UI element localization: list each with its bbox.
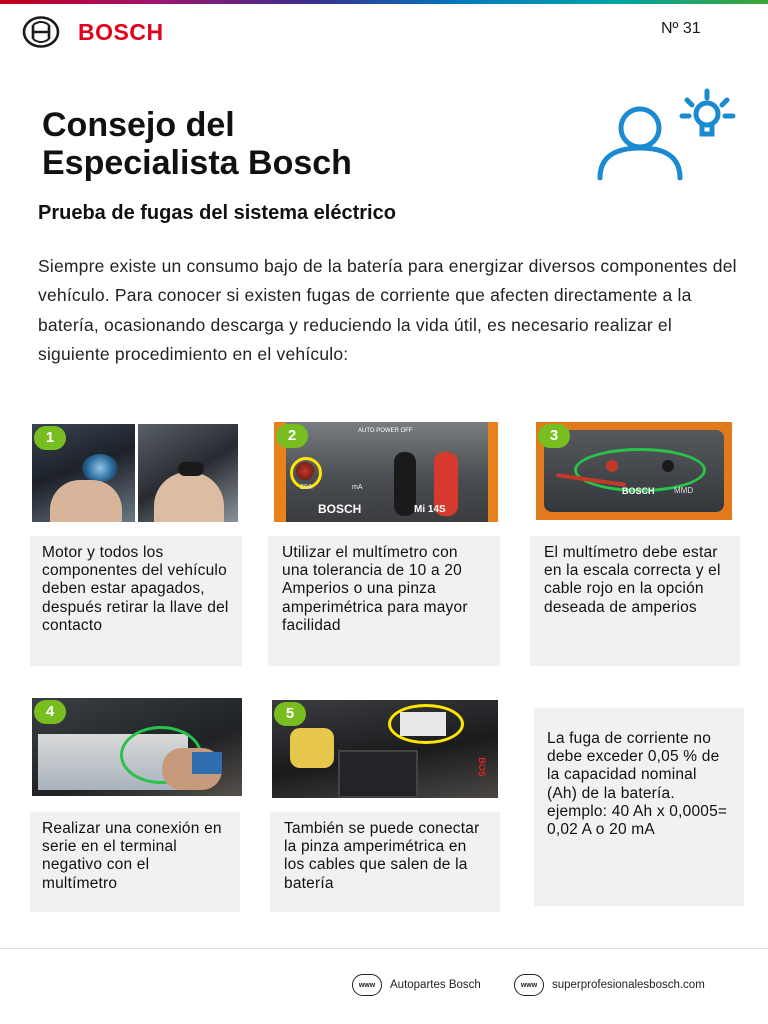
leak-limit-note: La fuga de corriente no debe exceder 0,05 % de la capacidad nominal (Ah) de la batería. ejemplo: 40 Ah x 0,0005= 0,02 A o 20 mA (534, 708, 744, 906)
bosch-logo (22, 16, 164, 48)
title-line-2: Especialista Bosch (42, 144, 352, 182)
step-2-power-off-label: AUTO POWER OFF (358, 428, 413, 434)
step-3-meter-model: MMD (674, 486, 694, 495)
step-2-photo (274, 422, 498, 522)
step-2-card: Utilizar el multímetro con una tolerancia de 10 a 20 Amperios o una pinza amperimétrica para mayor facilidad (268, 536, 500, 666)
footer-link-1-label: Autopartes Bosch (390, 979, 481, 991)
step-4-photo (32, 698, 242, 796)
step-3-card: El multímetro debe estar en la escala correcta y el cable rojo en la opción deseada de amperios (530, 536, 740, 666)
footer-link-facebook[interactable] (352, 974, 481, 996)
step-1-card: Motor y todos los componentes del vehículo deben estar apagados, después retirar la llave del contacto (30, 536, 242, 666)
step-3-photo (536, 422, 732, 520)
step-5-badge: 5 (274, 702, 306, 726)
page-title (42, 106, 352, 182)
step-4-card: Realizar una conexión en serie en el terminal negativo con el multímetro (30, 812, 240, 912)
step-5-photo (272, 700, 498, 798)
step-3-meter-brand: BOSCH (622, 486, 655, 496)
specialist-lightbulb-icon (592, 86, 740, 184)
intro-paragraph: Siempre existe un consumo bajo de la batería para energizar diversos componentes del vehículo. Para conocer si existen fugas de corriente que afecten directamente a la batería, ocasionando descarga y reduciendo la vida útil, es necesario realizar el siguiente procedimiento en el vehículo: (38, 256, 737, 364)
www-icon: www (352, 974, 382, 996)
step-1-photo (32, 424, 238, 522)
step-1-photo-key (138, 424, 238, 522)
www-icon: www (514, 974, 544, 996)
step-1-badge: 1 (34, 426, 66, 450)
step-5-battery-brand: BOS (476, 757, 487, 777)
title-line-1: Consejo del (42, 106, 235, 144)
page-subtitle: Prueba de fugas del sistema eléctrico (38, 202, 396, 224)
step-2-badge: 2 (276, 424, 308, 448)
issue-number: Nº 31 (661, 20, 701, 37)
step-2-range-label: 20A (300, 484, 313, 491)
step-4-badge: 4 (34, 700, 66, 724)
footer-link-2-label: superprofesionalesbosch.com (552, 979, 705, 991)
brand-name: BOSCH (78, 18, 164, 45)
footer-divider (0, 948, 768, 949)
step-2-unit-label: mA (352, 484, 363, 491)
step-5-card: También se puede conectar la pinza amperimétrica en los cables que salen de la batería (270, 812, 500, 912)
step-2-meter-model: Mi 14S (414, 504, 446, 515)
brand-color-bar (0, 0, 768, 4)
step-3-badge: 3 (538, 424, 570, 448)
bosch-armature-icon (22, 16, 60, 48)
step-2-meter-brand: BOSCH (318, 502, 362, 516)
footer-link-website[interactable] (514, 974, 705, 996)
